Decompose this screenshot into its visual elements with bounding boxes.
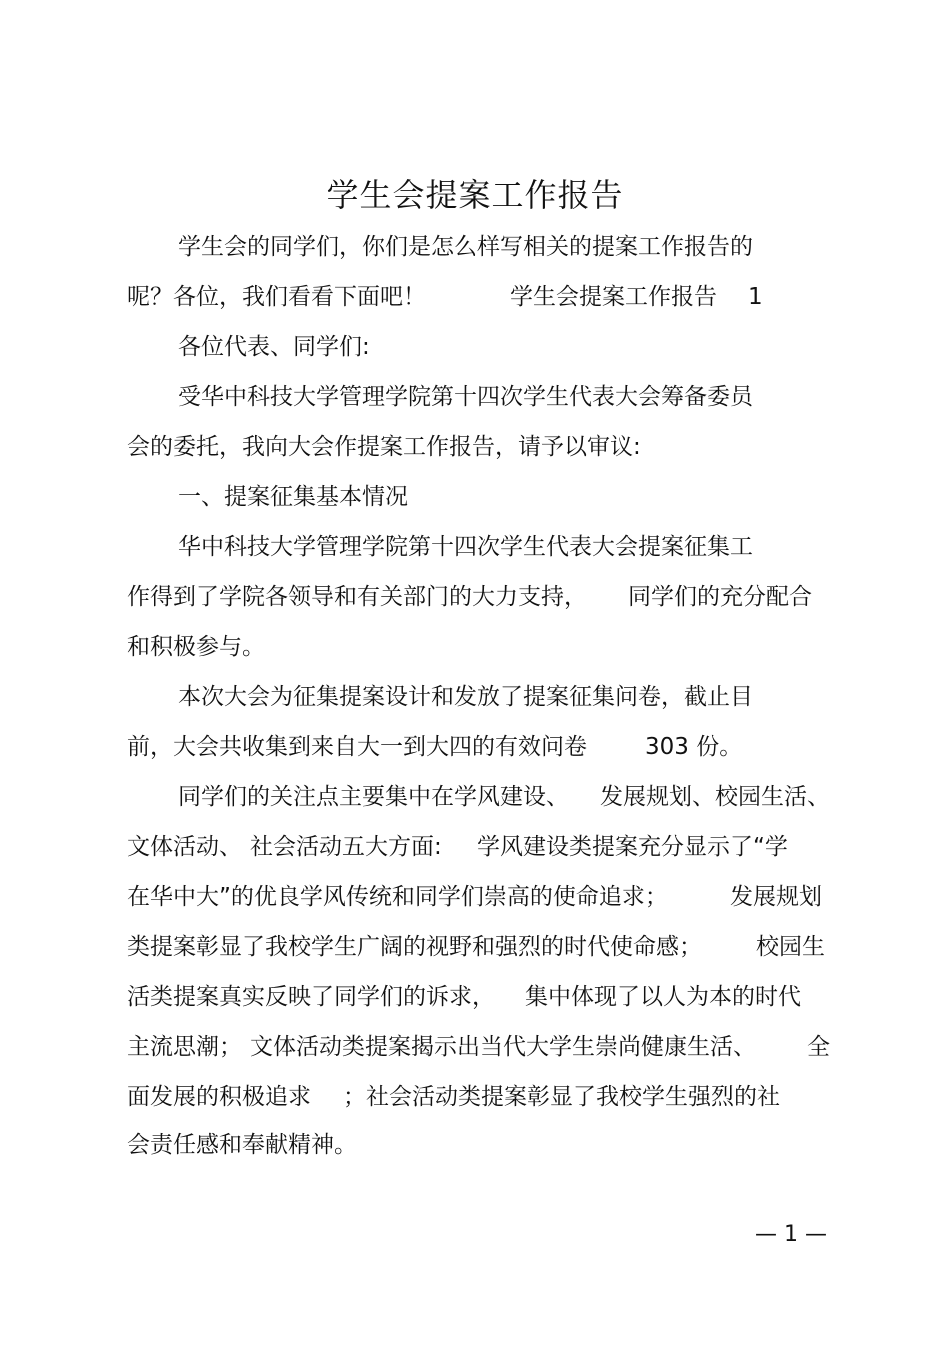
paragraph-line: 集中体现了以人为本的时代	[525, 984, 801, 1010]
paragraph-line: 学生会提案工作报告	[510, 284, 717, 310]
paragraph-line: 全	[807, 1034, 830, 1060]
paragraph-line: ；社会活动类提案彰显了我校学生强烈的社	[343, 1084, 780, 1110]
paragraph-line: 303 份。	[645, 734, 743, 760]
paragraph-line: 各位代表、同学们:	[178, 334, 370, 360]
paragraph-line: 发展规划、校园生活、	[600, 784, 830, 810]
paragraph-line: 受华中科技大学管理学院第十四次学生代表大会筹备委员	[178, 384, 753, 410]
paragraph-line: 本次大会为征集提案设计和发放了提案征集问卷，截止目	[178, 684, 753, 710]
page-number: — 1 —	[755, 1222, 827, 1247]
paragraph-line: 同学们的充分配合	[628, 584, 812, 610]
paragraph-line: 同学们的关注点主要集中在学风建设、	[178, 784, 569, 810]
paragraph-line: 华中科技大学管理学院第十四次学生代表大会提案征集工	[178, 534, 753, 560]
paragraph-line: 和积极参与。	[127, 634, 265, 660]
paragraph-line: 会责任感和奉献精神。	[127, 1132, 357, 1158]
paragraph-line: 活类提案真实反映了同学们的诉求，	[127, 984, 495, 1010]
paragraph-line: 学生会的同学们，你们是怎么样写相关的提案工作报告的	[178, 234, 753, 260]
paragraph-line: 作得到了学院各领导和有关部门的大力支持，	[127, 584, 587, 610]
paragraph-line: 前，大会共收集到来自大一到大四的有效问卷	[127, 734, 587, 760]
paragraph-line: 发展规划	[730, 884, 822, 910]
paragraph-line: 类提案彰显了我校学生广阔的视野和强烈的时代使命感；	[127, 934, 702, 960]
paragraph-line: 面发展的积极追求	[127, 1084, 311, 1110]
paragraph-line: 文体活动、	[127, 834, 242, 860]
paragraph-line: 主流思潮；	[127, 1034, 242, 1060]
paragraph-line: 校园生	[756, 934, 825, 960]
paragraph-line: 文体活动类提案揭示出当代大学生崇尚健康生活、	[250, 1034, 756, 1060]
paragraph-line: 学风建设类提案充分显示了“学	[477, 834, 788, 860]
section-heading: 一、提案征集基本情况	[178, 484, 408, 510]
document-title: 学生会提案工作报告	[326, 176, 624, 214]
paragraph-line: 呢？各位，我们看看下面吧！	[127, 284, 426, 310]
paragraph-line: 在华中大”的优良学风传统和同学们崇高的使命追求；	[127, 884, 668, 910]
paragraph-line: 1	[748, 284, 763, 310]
paragraph-line: 会的委托，我向大会作提案工作报告，请予以审议:	[127, 434, 641, 460]
paragraph-line: 社会活动五大方面:	[250, 834, 442, 860]
